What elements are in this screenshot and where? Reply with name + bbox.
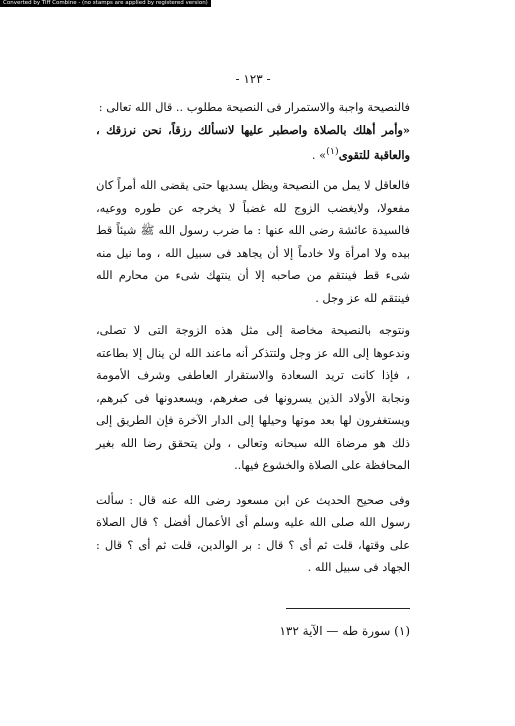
paragraph-3: ونتوجه بالنصيحة مخاصة إلى مثل هذه الزوجة التى لا تصلى، وندعوها إلى الله عز وجل ولتتذكر أنه ماعند الله لن ينال إلا بطاعته ، فإذا كانت تريد السعادة والاستقرار العاطفى وشرف الأمومة ونجابة الأولاد الذين يسرونها فى صغرهم، ويسعدونها فى كبرهم، ويستغفرون لها بعد موتها وحيلها إلى الدار الآخرة فإن الطريق إلى ذلك هو مرضاة الله سبحانه وتعالى ، ولن يتحقق رضا الله بغير المحافظة على الصلاة والخشوع فيها.. — [96, 323, 410, 473]
paragraph-1 — [96, 96, 410, 166]
paragraph-2: فالعاقل لا يمل من النصيحة ويظل يسديها حتى يقضى الله أمراً كان مفعولا، ولايغضب الزوج لله غضباً لا يخرجه عن طوره ووعيه، فالسيدة عائشة رضى الله عنها : ما ضرب رسول الله ﷺ شيئاً قط بيده ولا امرأة ولا خادماً إلا أن يجاهد فى سبيل الله ، وما نيل منه شىء قط فينتقم من صاحبه إلا أن ينتهك شىء من محارم الله فينتقم لله عز وجل . — [96, 178, 410, 305]
footnote-ref: (١) — [326, 146, 339, 157]
paragraph-4: وفى صحيح الحديث عن ابن مسعود رضى الله عنه قال : سألت رسول الله صلى الله عليه وسلم أى الأعمال أفضل ؟ قال الصلاة على وقتها، قلت ثم أى ؟ قال : بر الوالدين، قلت ثم أى ؟ قال : الجهاد فى سبيل الله . — [96, 492, 410, 575]
quran-verse: «وأمر أهلك بالصلاة واصطبر عليها لانسألك رزقاً، نحن نرزقك ، والعاقبة للتقوى — [96, 122, 410, 162]
footnote: (١) سورة طه — الآية ١٣٢ — [279, 624, 410, 638]
page-number: - ١٢٣ - — [235, 72, 271, 86]
paragraph-1-intro: فالنصيحة واجبة والاستمرار فى النصيحة مطلوب .. قال الله تعالى : — [98, 100, 410, 114]
quote-close: » . — [311, 147, 327, 162]
scan-banner: Converted by Tiff Combine - (no stamps are applied by registered version) — [0, 0, 211, 7]
footnote-divider — [286, 608, 410, 609]
page-body — [96, 72, 410, 579]
